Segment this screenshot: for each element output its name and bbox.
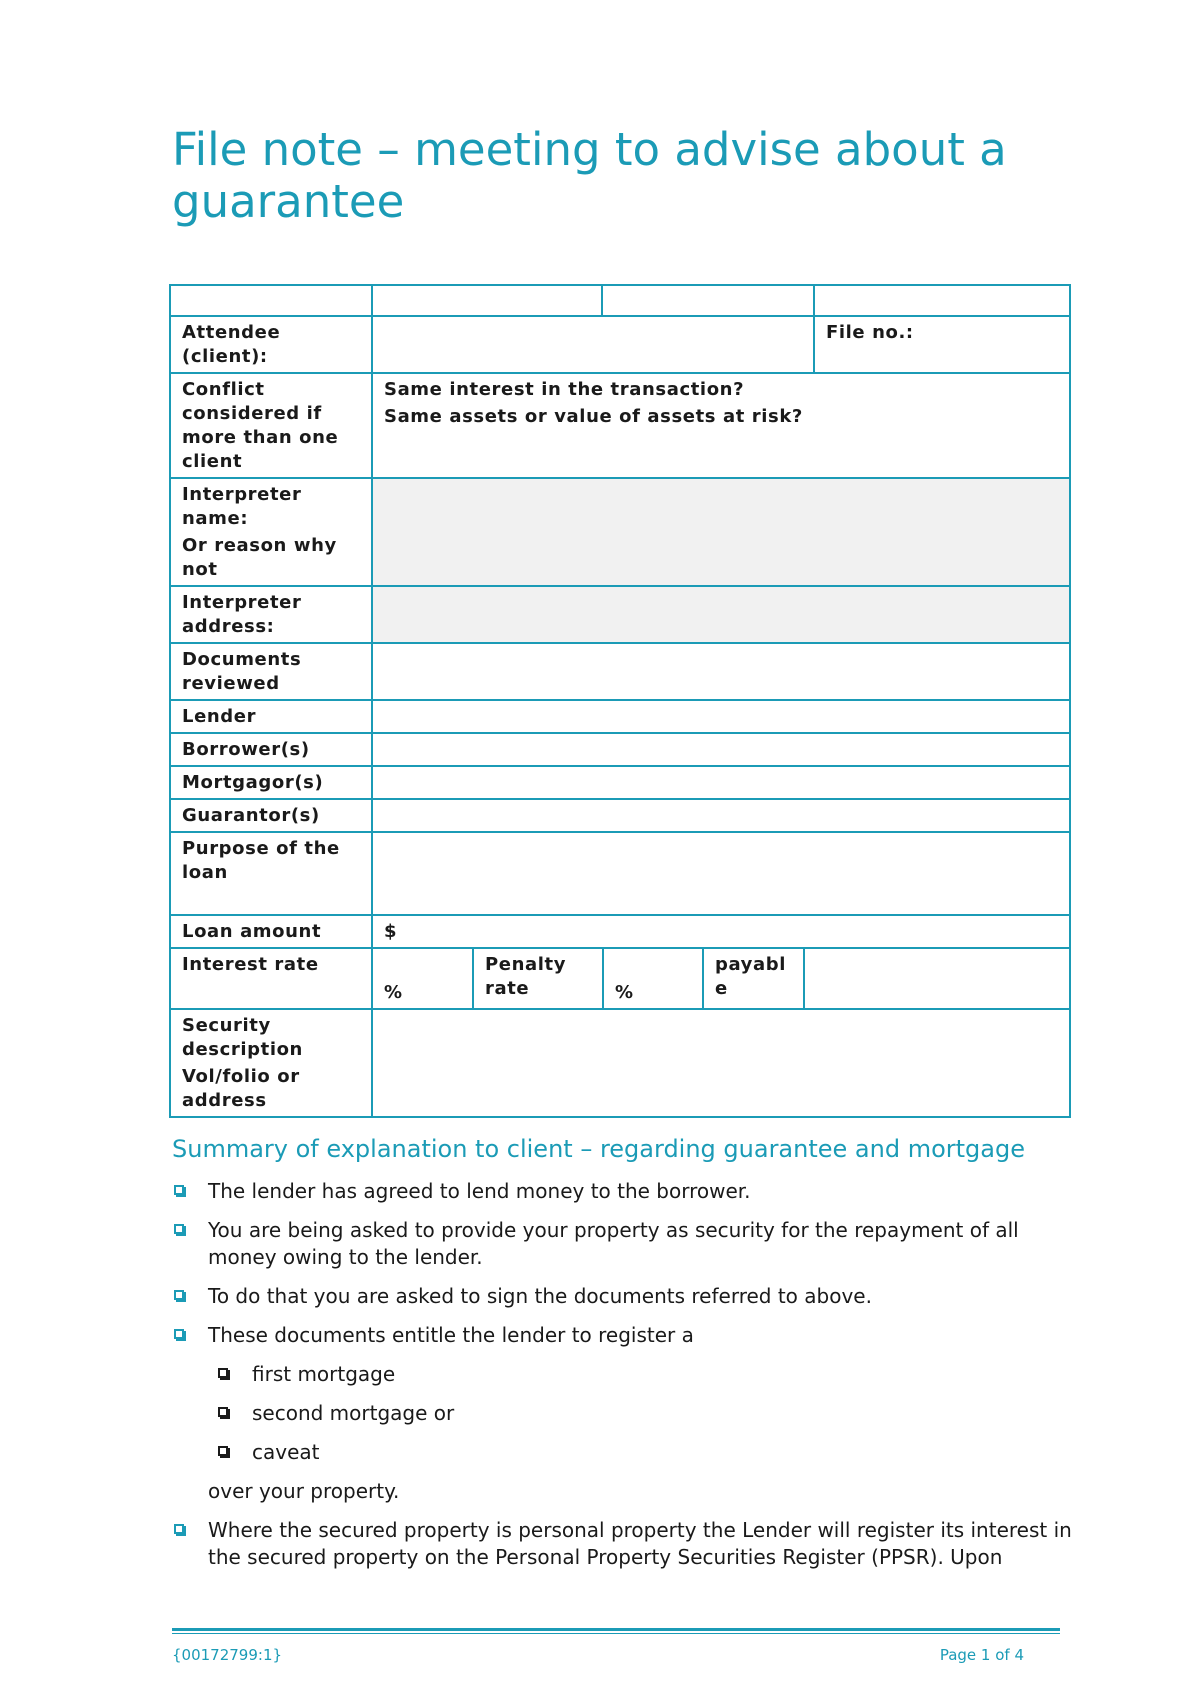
checkbox-icon[interactable] <box>174 1290 184 1300</box>
purpose-field[interactable] <box>372 832 1070 915</box>
conflict-field[interactable] <box>372 373 1070 478</box>
attendee-label: Attendee (client): <box>170 316 372 373</box>
conflict-question-assets: Same assets or value of assets at risk? <box>384 406 803 427</box>
interpreter-address-label: Interpreter address: <box>170 586 372 643</box>
sub-list-item <box>172 1361 1072 1388</box>
interest-percent: % <box>384 982 403 1003</box>
list-item <box>172 1322 1072 1349</box>
borrowers-row <box>170 733 1070 766</box>
interpreter-address-field[interactable] <box>372 586 1070 643</box>
list-item-text: The lender has agreed to lend money to the borrower. <box>208 1179 751 1203</box>
mortgagors-row <box>170 766 1070 799</box>
footer-divider <box>172 1628 1060 1631</box>
file-no-field[interactable] <box>814 316 1070 373</box>
interest-rate-group <box>372 948 1070 1009</box>
documents-field[interactable] <box>372 643 1070 700</box>
documents-label: Documents reviewed <box>170 643 372 700</box>
checkbox-icon[interactable] <box>218 1368 228 1378</box>
checkbox-icon[interactable] <box>174 1185 184 1195</box>
sub-list-item <box>172 1439 1072 1466</box>
checkbox-icon[interactable] <box>174 1329 184 1339</box>
currency-symbol: $ <box>384 921 397 942</box>
sub-item-text: second mortgage or <box>252 1401 455 1425</box>
loan-amount-row <box>170 915 1070 948</box>
blank-cell <box>170 285 372 316</box>
blank-cell[interactable] <box>372 285 602 316</box>
sub-item-text: caveat <box>252 1440 320 1464</box>
list-item <box>172 1178 1072 1205</box>
interpreter-name-field[interactable] <box>372 478 1070 586</box>
summary-heading: Summary of explanation to client – regarding guarantee and mortgage <box>172 1135 1025 1163</box>
purpose-label: Purpose of the loan <box>170 832 372 915</box>
mortgagors-field[interactable] <box>372 766 1070 799</box>
borrowers-label: Borrower(s) <box>170 733 372 766</box>
loan-amount-label: Loan amount <box>170 915 372 948</box>
conflict-label: Conflict considered if more than one client <box>170 373 372 478</box>
attendee-field[interactable] <box>372 316 814 373</box>
payable-label: payabl e <box>703 949 804 1008</box>
list-item-text: You are being asked to provide your property as security for the repayment of all money owing to the lender. <box>208 1218 1019 1269</box>
checkbox-icon[interactable] <box>174 1224 184 1234</box>
penalty-rate-label: Penalty rate <box>473 949 603 1008</box>
footer-divider-thin <box>172 1633 1060 1634</box>
lender-label: Lender <box>170 700 372 733</box>
attendee-row <box>170 316 1070 373</box>
file-note-form <box>169 284 1071 1118</box>
list-item-text: Where the secured property is personal property the Lender will register its interest in the secured property on the Personal Property Securities Register (PPSR). Upon <box>208 1518 1072 1569</box>
list-item <box>172 1217 1072 1271</box>
borrowers-field[interactable] <box>372 733 1070 766</box>
loan-amount-field[interactable] <box>372 915 1070 948</box>
volfolio-label: Vol/folio or address <box>182 1066 300 1111</box>
conflict-question-interest: Same interest in the transaction? <box>384 379 745 400</box>
security-field[interactable] <box>372 1009 1070 1117</box>
documents-row <box>170 643 1070 700</box>
list-continuation: over your property. <box>208 1479 400 1503</box>
conflict-row <box>170 373 1070 478</box>
guarantors-row <box>170 799 1070 832</box>
summary-list <box>172 1178 1072 1583</box>
interpreter-name-label-cell <box>170 478 372 586</box>
list-item-text: These documents entitle the lender to register a <box>208 1323 694 1347</box>
list-item-text: To do that you are asked to sign the documents referred to above. <box>208 1284 872 1308</box>
checkbox-icon[interactable] <box>174 1524 184 1534</box>
penalty-percent: % <box>615 982 634 1003</box>
interest-rate-field[interactable] <box>373 949 473 1008</box>
lender-field[interactable] <box>372 700 1070 733</box>
blank-header-row <box>170 285 1070 316</box>
page-number: Page 1 of 4 <box>939 1646 1024 1664</box>
penalty-rate-field[interactable] <box>603 949 703 1008</box>
security-label: Security description <box>182 1015 303 1060</box>
interpreter-address-row <box>170 586 1070 643</box>
interest-rate-row <box>170 948 1070 1009</box>
mortgagors-label: Mortgagor(s) <box>170 766 372 799</box>
list-item <box>172 1283 1072 1310</box>
purpose-row <box>170 832 1070 915</box>
checkbox-icon[interactable] <box>218 1446 228 1456</box>
guarantors-label: Guarantor(s) <box>170 799 372 832</box>
blank-cell[interactable] <box>814 285 1070 316</box>
sub-item-text: first mortgage <box>252 1362 396 1386</box>
document-id: {00172799:1} <box>172 1646 283 1664</box>
file-no-label: File no.: <box>826 322 914 343</box>
security-row <box>170 1009 1070 1117</box>
interest-rate-label: Interest rate <box>170 948 372 1009</box>
guarantors-field[interactable] <box>372 799 1070 832</box>
list-item <box>172 1517 1072 1571</box>
checkbox-icon[interactable] <box>218 1407 228 1417</box>
lender-row <box>170 700 1070 733</box>
blank-cell[interactable] <box>602 285 814 316</box>
interpreter-name-label: Interpreter name: <box>182 484 302 529</box>
sub-list-item <box>172 1400 1072 1427</box>
payable-field[interactable] <box>804 949 1070 1008</box>
interpreter-reason-label: Or reason why not <box>182 535 337 580</box>
security-label-cell <box>170 1009 372 1117</box>
page-title: File note – meeting to advise about a guarantee <box>172 123 1007 228</box>
interpreter-name-row <box>170 478 1070 586</box>
